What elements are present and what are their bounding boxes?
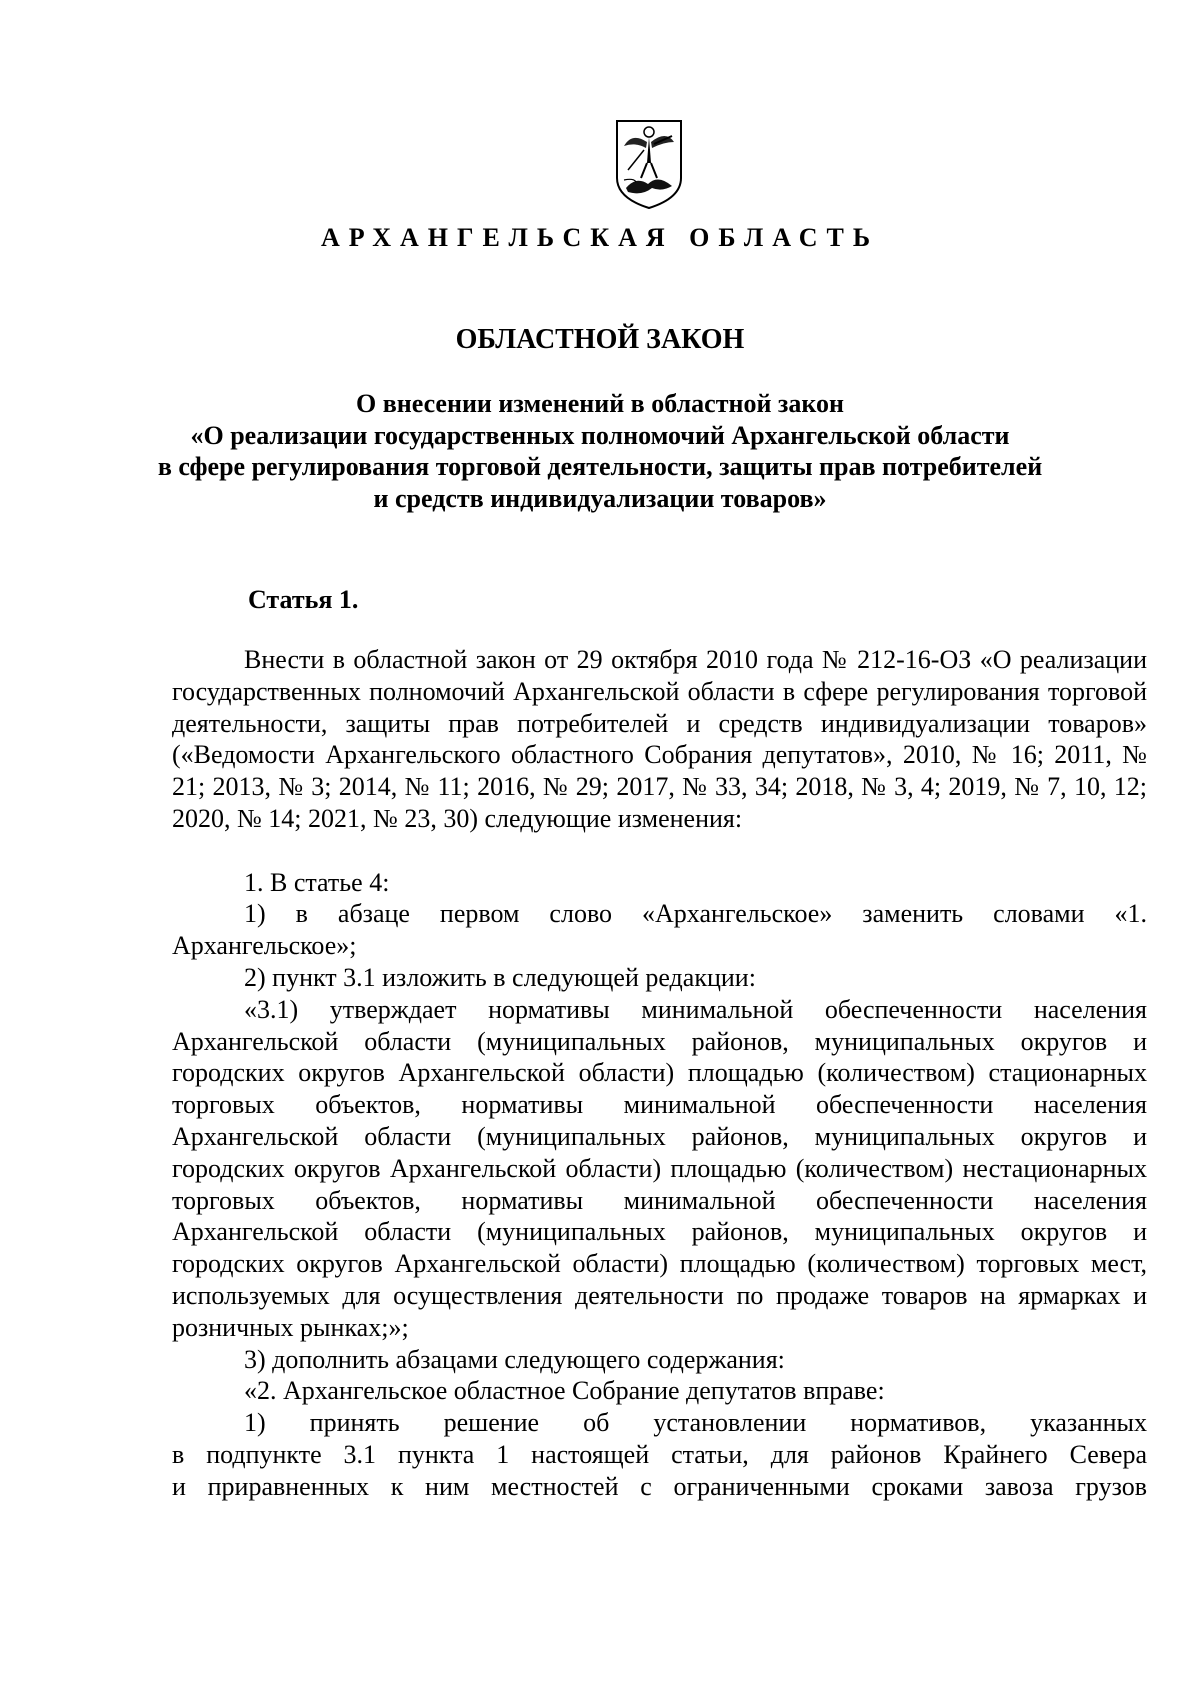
- law-type-heading: ОБЛАСТНОЙ ЗАКОН: [455, 324, 745, 355]
- region-name: АРХАНГЕЛЬСКАЯ ОБЛАСТЬ: [320, 223, 880, 252]
- article-heading: Статья 1.: [248, 585, 359, 614]
- article-intro-paragraph: Внести в областной закон от 29 октября 2010 года № 212-16-ОЗ «О реализации государственных полномочий Архангельской области в сфере регулирования торговой деятельности, защиты прав потребителей и средств индивидуализации товаров» («Ведомости Архангельского областного Собрания депутатов», 2010, № 16; 2011, № 21; 2013, № 3; 2014, № 11; 2016, № 29; 2017, № 33, 34; 2018, № 3, 4; 2019, № 7, 10, 12; 2020, № 14; 2021, № 23, 30) следующие изменения:: [172, 645, 1147, 833]
- article-paragraph: 3) дополнить абзацами следующего содержания:: [244, 1344, 785, 1374]
- article-tail-line: и приравненных к ним местностей с ограниченными сроками завоза грузов: [172, 1471, 1147, 1501]
- law-title: [150, 388, 1050, 514]
- law-title-line: О внесении изменений в областной закон: [355, 389, 845, 418]
- article-tail-line: 1) принять решение об установлении нормативов, указанных: [244, 1408, 1147, 1438]
- law-title-line: и средств индивидуализации товаров»: [373, 483, 827, 513]
- law-title-line: «О реализации государственных полномочий Архангельской области: [190, 420, 1010, 450]
- article-paragraph: 1. В статье 4:: [244, 867, 390, 897]
- article-paragraph: «3.1) утверждает нормативы минимальной обеспеченности населения Архангельской области (муниципальных районов, муниципальных округов и городских округов Архангельской области) площадью (количеством) стационарных торговых объектов, нормативы минимальной обеспеченности населения Архангельской области (муниципальных районов, муниципальных округов и городских округов Архангельской области) площадью (количеством) нестационарных торговых объектов, нормативы минимальной обеспеченности населения Архангельской области (муниципальных районов, муниципальных округов и городских округов Архангельской области) площадью (количеством) торговых мест, используемых для осуществления деятельности по продаже товаров на ярмарках и розничных рынках;»;: [172, 994, 1147, 1342]
- article-paragraph: «2. Архангельское областное Собрание депутатов вправе:: [244, 1376, 885, 1406]
- article-body: [172, 644, 1147, 1503]
- coat-of-arms-emblem: [614, 118, 684, 210]
- law-title-line: в сфере регулирования торговой деятельности, защиты прав потребителей: [157, 452, 1043, 481]
- article-paragraph: 1) в абзаце первом слово «Архангельское» заменить словами «1. Архангельское»;: [172, 899, 1147, 961]
- article-paragraph: 2) пункт 3.1 изложить в следующей редакции:: [244, 962, 756, 992]
- article-tail-line: в подпункте 3.1 пункта 1 настоящей статьи, для районов Крайнего Севера: [172, 1439, 1147, 1469]
